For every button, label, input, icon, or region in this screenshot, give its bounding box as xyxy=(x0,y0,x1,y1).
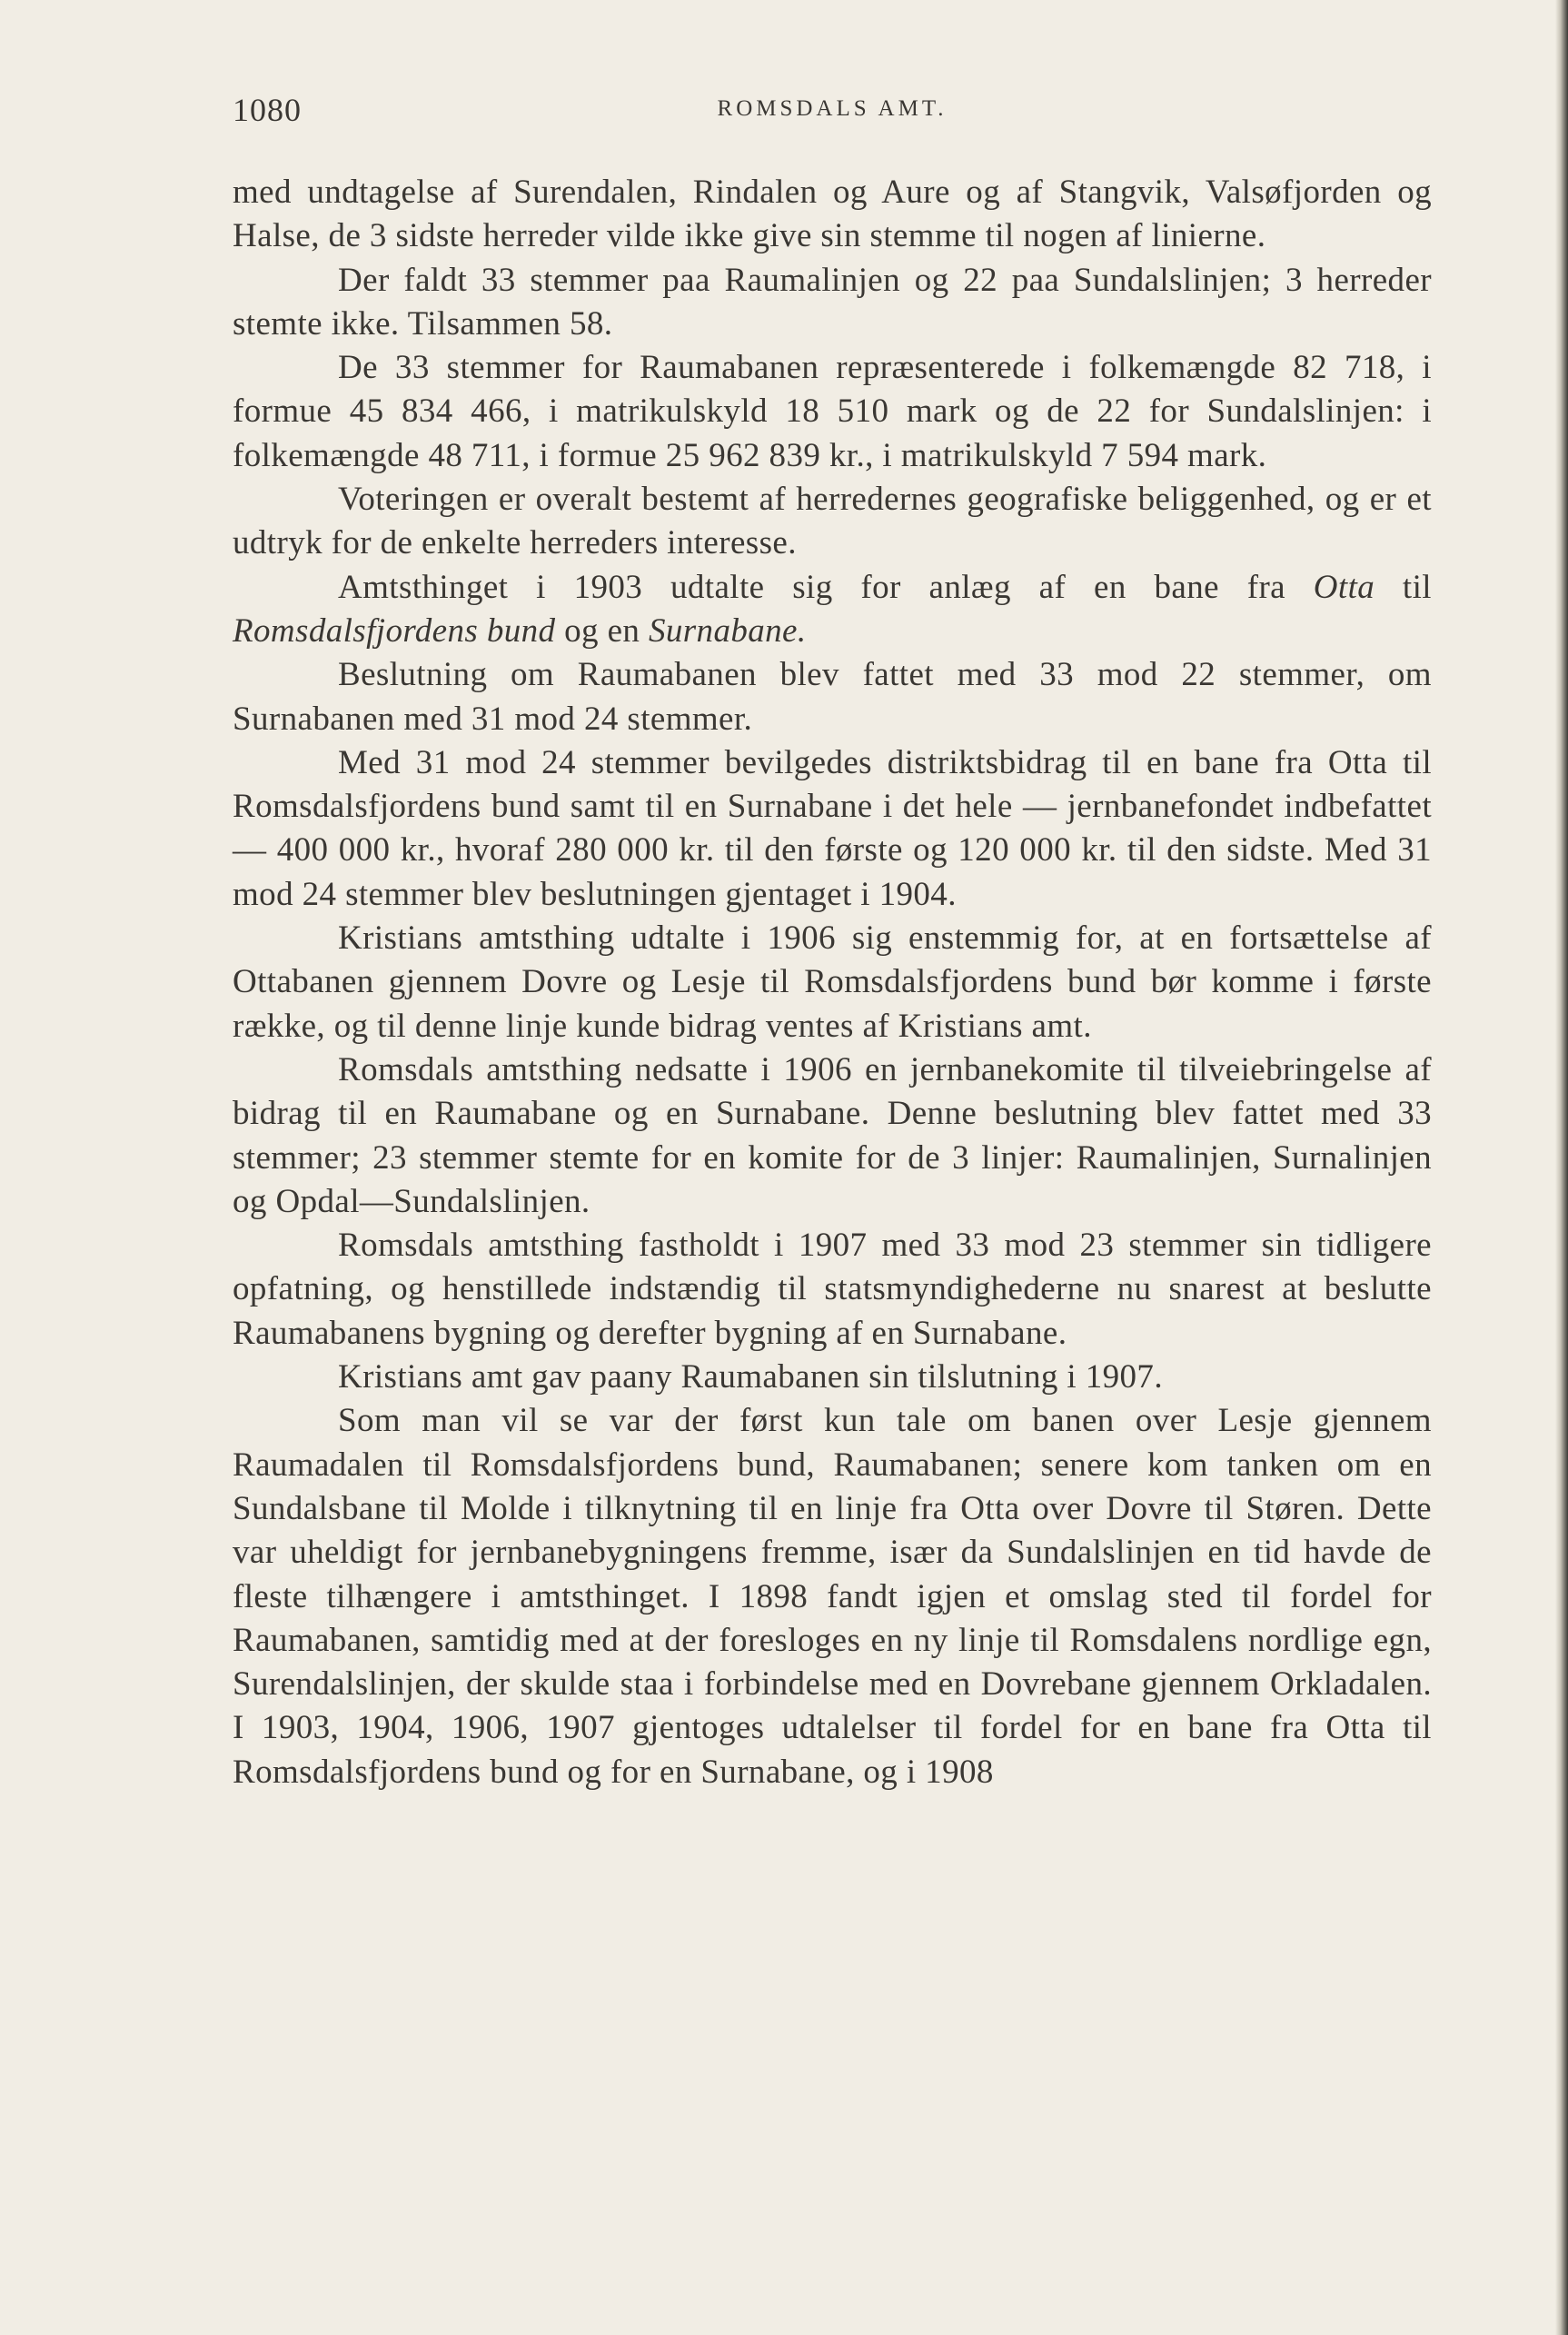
paragraph: Romsdals amtsthing nedsatte i 1906 en jernbanekomite til tilveiebringelse af bidrag til en Raumabane og en Surnabane. Denne beslutning blev fattet med 33 stemmer; 23 stemmer stemte for en komite for de 3 linjer: Raumalinjen, Surnalinjen og Opdal—Sundalslinjen. xyxy=(233,1050,1432,1220)
body-text xyxy=(233,171,1432,1794)
paragraph: Med 31 mod 24 stemmer bevilgedes distriktsbidrag til en bane fra Otta til Romsdalsfjordens bund samt til en Surnabane i det hele — jernbanefondet indbefattet — 400 000 kr., hvoraf 280 000 kr. til den første og 120 000 kr. til den sidste. Med 31 mod 24 stemmer blev beslutningen gjentaget i 1904. xyxy=(233,743,1432,913)
paragraph xyxy=(233,566,1432,654)
text-span: Amtsthinget i 1903 udtalte sig for anlæg af en bane fra xyxy=(338,568,1314,606)
paragraph: Kristians amt gav paany Raumabanen sin tilslutning i 1907. xyxy=(338,1358,1163,1396)
paragraph: med undtagelse af Surendalen, Rindalen og Aure og af Stangvik, Valsøfjorden og Halse, de 3 sidste herreder vilde ikke give sin stemme til nogen af linierne. xyxy=(233,174,1432,255)
paragraph: Romsdals amtsthing fastholdt i 1907 med 33 mod 23 stemmer sin tidligere opfatning, og henstillede indstændig til statsmyndighederne nu snarest at beslutte Raumabanens bygning og derefter bygning af en Surnabane. xyxy=(233,1227,1432,1352)
paragraph: Der faldt 33 stemmer paa Raumalinjen og 22 paa Sundalslinjen; 3 herreder stemte ikke. Tilsammen 58. xyxy=(233,261,1432,343)
page-number: 1080 xyxy=(233,92,302,128)
paragraph: Beslutning om Raumabanen blev fattet med 33 mod 22 stemmer, om Surnabanen med 31 mod 24 stemmer. xyxy=(233,656,1432,738)
italic-text: Surnabane. xyxy=(648,611,807,650)
italic-text: Romsdalsfjordens bund xyxy=(233,611,556,650)
text-span: og en xyxy=(555,611,649,650)
page-header xyxy=(233,91,1432,136)
paragraph: De 33 stemmer for Raumabanen repræsenterede i folkemængde 82 718, i formue 45 834 466, i matrikulskyld 18 510 mark og de 22 for Sundalslinjen: i folkemængde 48 711, i formue 25 962 839 kr., i matrikulskyld 7 594 mark. xyxy=(233,349,1432,474)
page-edge xyxy=(1555,0,1568,2335)
running-head: ROMSDALS AMT. xyxy=(717,96,948,121)
paragraph: Som man vil se var der først kun tale om banen over Lesje gjennem Raumadalen til Romsdalsfjordens bund, Raumabanen; senere kom tanken om en Sundalsbane til Molde i tilknytning til en linje fra Otta over Dovre til Støren. Dette var uheldigt for jernbanebygningens fremme, især da Sundalslinjen en tid havde de fleste tilhængere i amtsthinget. I 1898 fandt igjen et omslag sted til fordel for Raumabanen, samtidig med at der foresloges en ny linje til Romsdalens nordlige egn, Surendalslinjen, der skulde staa i forbindelse med en Dovrebane gjennem Orkladalen. I 1903, 1904, 1906, 1907 gjentoges udtalelser til fordel for en bane fra Otta til Romsdalsfjordens bund og for en Surnabane, og i 1908 xyxy=(233,1402,1432,1791)
text-span: til xyxy=(1374,568,1432,606)
paragraph: Voteringen er overalt bestemt af herredernes geografiske beliggenhed, og er et udtryk for de enkelte herreders interesse. xyxy=(233,481,1432,562)
paragraph: Kristians amtsthing udtalte i 1906 sig enstemmig for, at en fortsættelse af Ottabanen gjennem Dovre og Lesje til Romsdalsfjordens bund bør komme i første række, og til denne linje kunde bidrag ventes af Kristians amt. xyxy=(233,919,1432,1045)
italic-text: Otta xyxy=(1313,568,1375,606)
